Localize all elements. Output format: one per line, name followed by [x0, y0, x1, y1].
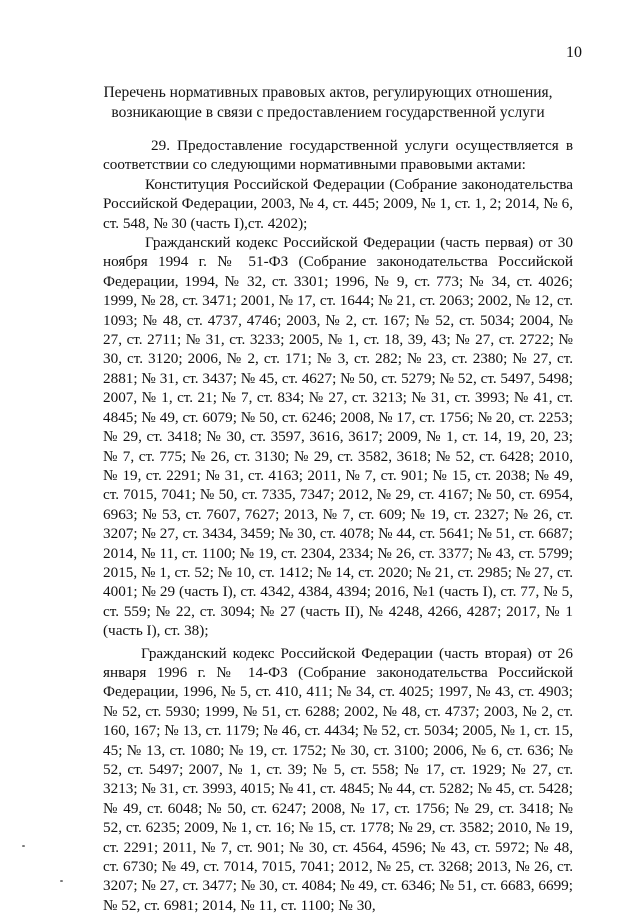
document-body [103, 136, 573, 915]
act-constitution: Конституция Российской Федерации (Собрание законодательства Российской Федерации, 2003, № 4, ст. 445; 2009, № 1, ст. 1, 2; 2014, № 6, ст. 548, № 30 (часть I),ст. 4202); [103, 175, 573, 232]
section-heading [90, 83, 566, 123]
scan-speck [60, 880, 63, 882]
heading-line-2: возникающие в связи с предоставлением государственной услуги [111, 104, 545, 121]
intro-paragraph: 29. Предоставление государственной услуги осуществляется в соответствии со следующими нормативными правовыми актами: [103, 137, 573, 174]
act-civil-code-part-2: Гражданский кодекс Российской Федерации (часть вторая) от 26 января 1996 г. № 14-ФЗ (Собрание законодательства Российской Федерации, 1996, № 5, ст. 410, 411; № 34, ст. 4025; 1997, № 43, ст. 4903; № 52, ст. 5930; 1999, № 51, ст. 6288; 2002, № 48, ст. 4737; 2003, № 2, ст. 160, 167; № 13, ст. 1179; № 46, ст. 4434; № 52, ст. 5034; 2005, № 1, ст. 15, 45; № 13, ст. 1080; № 19, ст. 1752; № 30, ст. 3100; 2006, № 6, ст. 636; № 52, ст. 5497; 2007, № 1, ст. 39; № 5, ст. 558; № 17, ст. 1929; № 27, ст. 3213; № 31, ст. 3993, 4015; № 41, ст. 4845; № 44, ст. 5282; № 45, ст. 5428; № 49, ст. 6048; № 50, ст. 6247; 2008, № 17, ст. 1756; № 29, ст. 3418; № 52, ст. 6235; 2009, № 1, ст. 16; № 15, ст. 1778; № 29, ст. 3582; 2010, № 19, ст. 2291; 2011, № 7, ст. 901; № 30, ст. 4564, 4596; № 43, ст. 5972; № 48, ст. 6730; № 49, ст. 7014, 7015, 7041; 2012, № 25, ст. 3268; 2013, № 26, ст. 3207; № 27, ст. 3477; № 30, ст. 4084; № 49, ст. 6346; № 51, ст. 6683, 6699; № 52, ст. 6981; 2014, № 11, ст. 1100; № 30, [103, 644, 573, 914]
page-number: 10 [566, 44, 582, 61]
heading-line-1: Перечень нормативных правовых актов, регулирующих отношения, [103, 84, 553, 101]
act-civil-code-part-1: Гражданский кодекс Российской Федерации (часть первая) от 30 ноября 1994 г. № 51-ФЗ (Собрание законодательства Российской Федерации, 1994, № 32, ст. 3301; 1996, № 9, ст. 773; № 34, ст. 4026; 1999, № 28, ст. 3471; 2001, № 17, ст. 1644; № 21, ст. 2063; 2002, № 12, ст. 1093; № 48, ст. 4737, 4746; 2003, № 2, ст. 167; № 52, ст. 5034; 2004, № 27, ст. 2711; № 31, ст. 3233; 2005, № 1, ст. 18, 39, 43; № 27, ст. 2722; № 30, ст. 3120; 2006, № 2, ст. 171; № 3, ст. 282; № 23, ст. 2380; № 27, ст. 2881; № 31, ст. 3437; № 45, ст. 4627; № 50, ст. 5279; № 52, ст. 5497, 5498; 2007, № 1, ст. 21; № 7, ст. 834; № 27, ст. 3213; № 31, ст. 3993; № 41, ст. 4845; № 49, ст. 6079; № 50, ст. 6246; 2008, № 17, ст. 1756; № 20, ст. 2253; № 29, ст. 3418; № 30, ст. 3597, 3616, 3617; 2009, № 1, ст. 14, 19, 20, 23; № 7, ст. 775; № 26, ст. 3130; № 29, ст. 3582, 3618; № 52, ст. 6428; 2010, № 19, ст. 2291; № 31, ст. 4163; 2011, № 7, ст. 901; № 15, ст. 2038; № 49, ст. 7015, 7041; № 50, ст. 7335, 7347; 2012, № 29, ст. 4167; № 50, ст. 6954, 6963; № 53, ст. 7607, 7627; 2013, № 7, ст. 609; № 19, ст. 2327; № 26, ст. 3207; № 27, ст. 3434, 3459; № 30, ст. 4078; № 44, ст. 5641; № 51, ст. 6687; 2014, № 11, ст. 1100; № 19, ст. 2304, 2334; № 26, ст. 3377; № 43, ст. 5799; 2015, № 1, ст. 52; № 10, ст. 1412; № 14, ст. 2020; № 21, ст. 2985; № 27, ст. 4001; № 29 (часть I), ст. 4342, 4384, 4394; 2016, №1 (часть I), ст. 77, № 5, ст. 559; № 22, ст. 3094; № 27 (часть II), № 4248, 4266, 4287; 2017, № 1 (часть I), ст. 38); [103, 234, 573, 640]
scan-speck [22, 845, 25, 847]
